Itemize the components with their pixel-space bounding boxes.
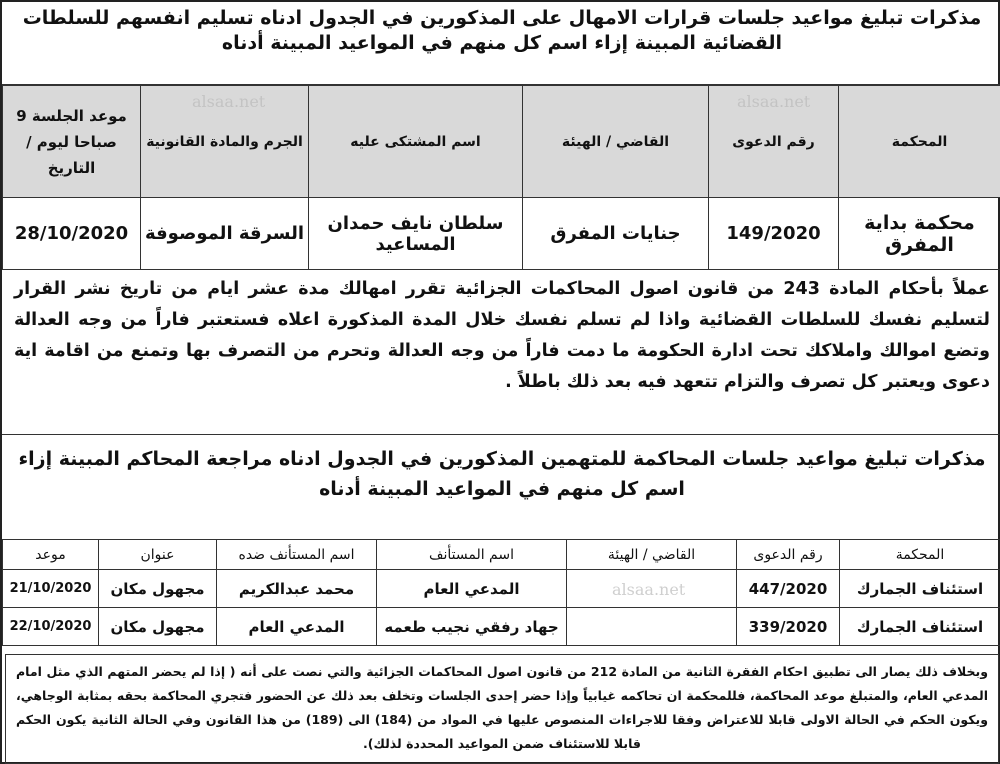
cell-appellee: محمد عبدالكريم (217, 570, 377, 608)
divider (2, 434, 1000, 435)
cell-case-number: 339/2020 (737, 608, 840, 646)
header-judge: القاضي / الهيئة (523, 86, 709, 198)
header-date: موعد (3, 540, 99, 570)
watermark: alsaa.net (737, 92, 811, 111)
cell-appellee: المدعي العام (217, 608, 377, 646)
cell-date: 22/10/2020 (3, 608, 99, 646)
header-court: المحكمة (839, 86, 1000, 198)
header-case-number: رقم الدعوى (709, 86, 839, 198)
notice2-table (2, 539, 1000, 646)
header-appellee: اسم المستأنف ضده (217, 540, 377, 570)
cell-appellant: المدعي العام (377, 570, 567, 608)
header-address: عنوان (99, 540, 217, 570)
cell-case-number: 149/2020 (709, 198, 839, 270)
header-appellant: اسم المستأنف (377, 540, 567, 570)
cell-case-number: 447/2020 (737, 570, 840, 608)
table-header-row (3, 540, 1000, 570)
cell-appellant: جهاد رفقي نجيب طعمه (377, 608, 567, 646)
watermark: alsaa.net (612, 580, 686, 599)
cell-court: استئناف الجمارك (840, 608, 1000, 646)
cell-date: 21/10/2020 (3, 570, 99, 608)
cell-crime: السرقة الموصوفة (141, 198, 309, 270)
header-court: المحكمة (840, 540, 1000, 570)
cell-address: مجهول مكان (99, 608, 217, 646)
header-session-date: موعد الجلسة 9 صباحا ليوم / التاريخ (3, 86, 141, 198)
cell-address: مجهول مكان (99, 570, 217, 608)
notice1-body: عملاً بأحكام المادة 243 من قانون اصول المحاكمات الجزائية تقرر امهالك مدة عشر ايام من تاريخ نشر القرار لتسليم نفسك للسلطات القضائية واذا لم تسلم نفسك خلال المدة المذكورة اعلاه فستعتبر فاراً من وجه العدالة وتضع اموالك واملاكك تحت ادارة الحكومة ما دمت فاراً من وجه العدالة وتحرم من التصرف بها وتمنع من اقامة اية دعوى ويعتبر كل تصرف والتزام تتعهد فيه بعد ذلك باطلاً . (14, 279, 991, 392)
cell-court: محكمة بداية المفرق (839, 198, 1000, 270)
table-row (3, 570, 1000, 608)
cell-court: استئناف الجمارك (840, 570, 1000, 608)
cell-judge (567, 608, 737, 646)
header-crime: الجرم والمادة القانونية (141, 86, 309, 198)
table-header-row (3, 86, 1000, 198)
table-row (3, 608, 1000, 646)
cell-judge: جنايات المفرق (523, 198, 709, 270)
header-case-number: رقم الدعوى (737, 540, 840, 570)
cell-date: 28/10/2020 (3, 198, 141, 270)
watermark: alsaa.net (192, 92, 266, 111)
notice1-table (2, 85, 1000, 270)
table-row (3, 198, 1000, 270)
header-judge: القاضي / الهيئة (567, 540, 737, 570)
header-defendant: اسم المشتكى عليه (309, 86, 523, 198)
cell-defendant: سلطان نايف حمدان المساعيد (309, 198, 523, 270)
notice2-title: مذكرات تبليغ مواعيد جلسات المحاكمة للمتهمين المذكورين في الجدول ادناه مراجعة المحاكم المبينة إزاء اسم كل منهم في المواعيد المبينة أدناه (18, 448, 986, 500)
notice2-footer: وبخلاف ذلك يصار الى تطبيق احكام الفقرة الثانية من المادة 212 من قانون اصول المحاكمات الجزائية والتي نصت على أنه ( إذا لم يحضر المتهم الذي مثل امام المدعي العام، والمتبلغ موعد المحاكمة، فللمحكمة ان تحاكمه غيابياً وإذا حضر إحدى الجلسات وتخلف بعد ذلك عن الحضور فتجري المحاكمة بحقه بمثابة الوجاهي، ويكون الحكم في الحالة الاولى قابلا للاعتراض وفقا للاجراءات المنصوص عليها في المواد من (184) الى (189) من هذا القانون وفي الحالة الثانية يكون الحكم قابلا للاستئناف ضمن المواعيد المحددة لذلك). (5, 654, 999, 764)
notice1-title: مذكرات تبليغ مواعيد جلسات قرارات الامهال على المذكورين في الجدول ادناه تسليم انفسهم للسلطات القضائية المبينة إزاء اسم كل منهم في المواعيد المبينة أدناه (22, 7, 982, 54)
